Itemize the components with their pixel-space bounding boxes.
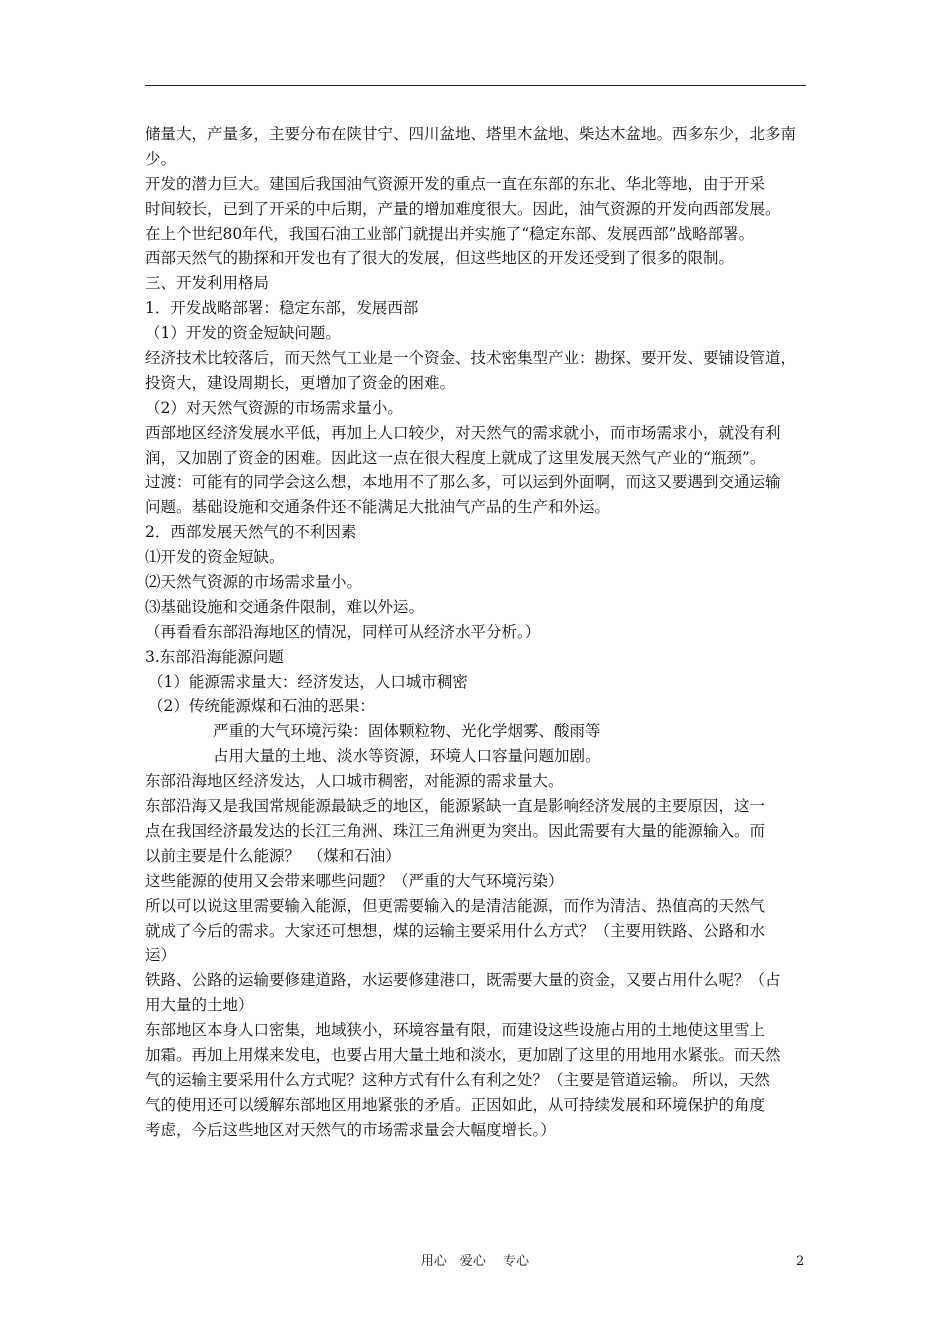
list-item: ⑴开发的资金短缺。 (145, 548, 285, 567)
text-line: 过渡：可能有的同学会这么想，本地用不了那么多，可以运到外面啊，而这又要遇到交通运输 (145, 473, 781, 492)
text-line: 用大量的土地） (145, 996, 254, 1015)
list-item: （2）传统能源煤和石油的恶果： (148, 697, 375, 716)
section-heading: 三、开发利用格局 (145, 274, 270, 293)
text-line: 开发的潜力巨大。建国后我国油气资源开发的重点一直在东部的东北、华北等地，由于开采 (145, 174, 766, 193)
text-line: 运） (145, 946, 177, 965)
subsection-heading: 2．西部发展天然气的不利因素 (145, 523, 357, 542)
list-item: ⑶基础设施和交通条件限制，难以外运。 (145, 597, 425, 616)
text-line: 东部地区本身人口密集，地域狭小，环境容量有限，而建设这些设施占用的土地使这里雪上 (145, 1021, 766, 1040)
list-item: （2）对天然气资源的市场需求量小。 (145, 398, 403, 417)
subsection-heading: 3.东部沿海能源问题 (145, 647, 284, 666)
text-line: 以前主要是什么能源？ （煤和石油） (145, 846, 401, 865)
text-line: 东部沿海又是我国常规能源最缺乏的地区，能源紧缺一直是影响经济发展的主要原因，这一 (145, 797, 766, 816)
text-line: 投资大，建设周期长，更增加了资金的困难。 (145, 373, 456, 392)
text-line: 就成了今后的需求。大家还可想想，煤的运输主要采用什么方式？（主要用铁路、公路和水 (145, 921, 766, 940)
text-line: 西部天然气的勘探和开发也有了很大的发展，但这些地区的开发还受到了很多的限制。 (145, 249, 735, 268)
text-line: 储量大，产量多，主要分布在陕甘宁、四川盆地、塔里木盆地、柴达木盆地。西多东少，北多南 (145, 125, 797, 143)
text-line: 少。 (145, 149, 177, 168)
text-line: 铁路、公路的运输要修建道路，水运要修建港口，既需要大量的资金，又要占用什么呢？（占 (145, 971, 781, 990)
text-line: 润，又加剧了资金的困难。因此这一点在很大程度上就成了这里发展天然气产业的“瓶颈”。 (145, 448, 766, 467)
text-line: 在上个世纪80年代，我国石油工业部门就提出并实施了“稳定东部、发展西部”战略部署。 (145, 224, 755, 243)
text-line: 气的运输主要采用什么方式呢？这种方式有什么有利之处？（主要是管道运输。 所以，天然 (145, 1070, 770, 1089)
footer-slogan: 用心 爱心 专心 (420, 1254, 530, 1269)
text-line: 所以可以说这里需要输入能源，但更需要输入的是清洁能源，而作为清洁、热值高的天然气 (145, 896, 766, 915)
document-body (145, 122, 813, 1143)
text-line: 这些能源的使用又会带来哪些问题？（严重的大气环境污染） (145, 871, 564, 890)
indented-line: 严重的大气环境污染：固体颗粒物、光化学烟雾、酸雨等 (213, 722, 601, 741)
text-line: 点在我国经济最发达的长江三角洲、珠江三角洲更为突出。因此需要有大量的能源输入。而 (145, 821, 766, 840)
text-line: （再看看东部沿海地区的情况，同样可从经济水平分析。） (145, 622, 541, 641)
text-line: 问题。基础设施和交通条件还不能满足大批油气产品的生产和外运。 (145, 498, 611, 517)
list-item: （1）开发的资金短缺问题。 (145, 324, 341, 343)
page-footer (0, 1252, 950, 1272)
text-line: 加霜。再加上用煤来发电，也要占用大量土地和淡水，更加剧了这里的用地用水紧张。而天然 (145, 1045, 781, 1064)
text-line: 东部沿海地区经济发达，人口城市稠密，对能源的需求量大。 (145, 772, 564, 791)
text-line: 经济技术比较落后，而天然气工业是一个资金、技术密集型产业：勘探、要开发、要铺设管道， (145, 349, 797, 368)
subsection-heading: 1．开发战略部署：稳定东部，发展西部 (145, 299, 419, 318)
text-line: 时间较长，已到了开采的中后期，产量的增加难度很大。因此，油气资源的开发向西部发展。 (145, 199, 781, 218)
text-line: 西部地区经济发展水平低，再加上人口较少，对天然气的需求就小，而市场需求小，就没有利 (145, 423, 781, 442)
list-item: ⑵天然气资源的市场需求量小。 (145, 573, 363, 592)
page-number: 2 (796, 1254, 805, 1269)
indented-line: 占用大量的土地、淡水等资源，环境人口容量问题加剧。 (213, 747, 601, 766)
text-line: 考虑，今后这些地区对天然气的市场需求量会大幅度增长。） (145, 1120, 556, 1139)
header-rule (145, 85, 806, 86)
text-line: 气的使用还可以缓解东部地区用地紧张的矛盾。正因如此，从可持续发展和环境保护的角度 (145, 1095, 766, 1114)
list-item: （1）能源需求量大：经济发达，人口城市稠密 (148, 672, 468, 691)
